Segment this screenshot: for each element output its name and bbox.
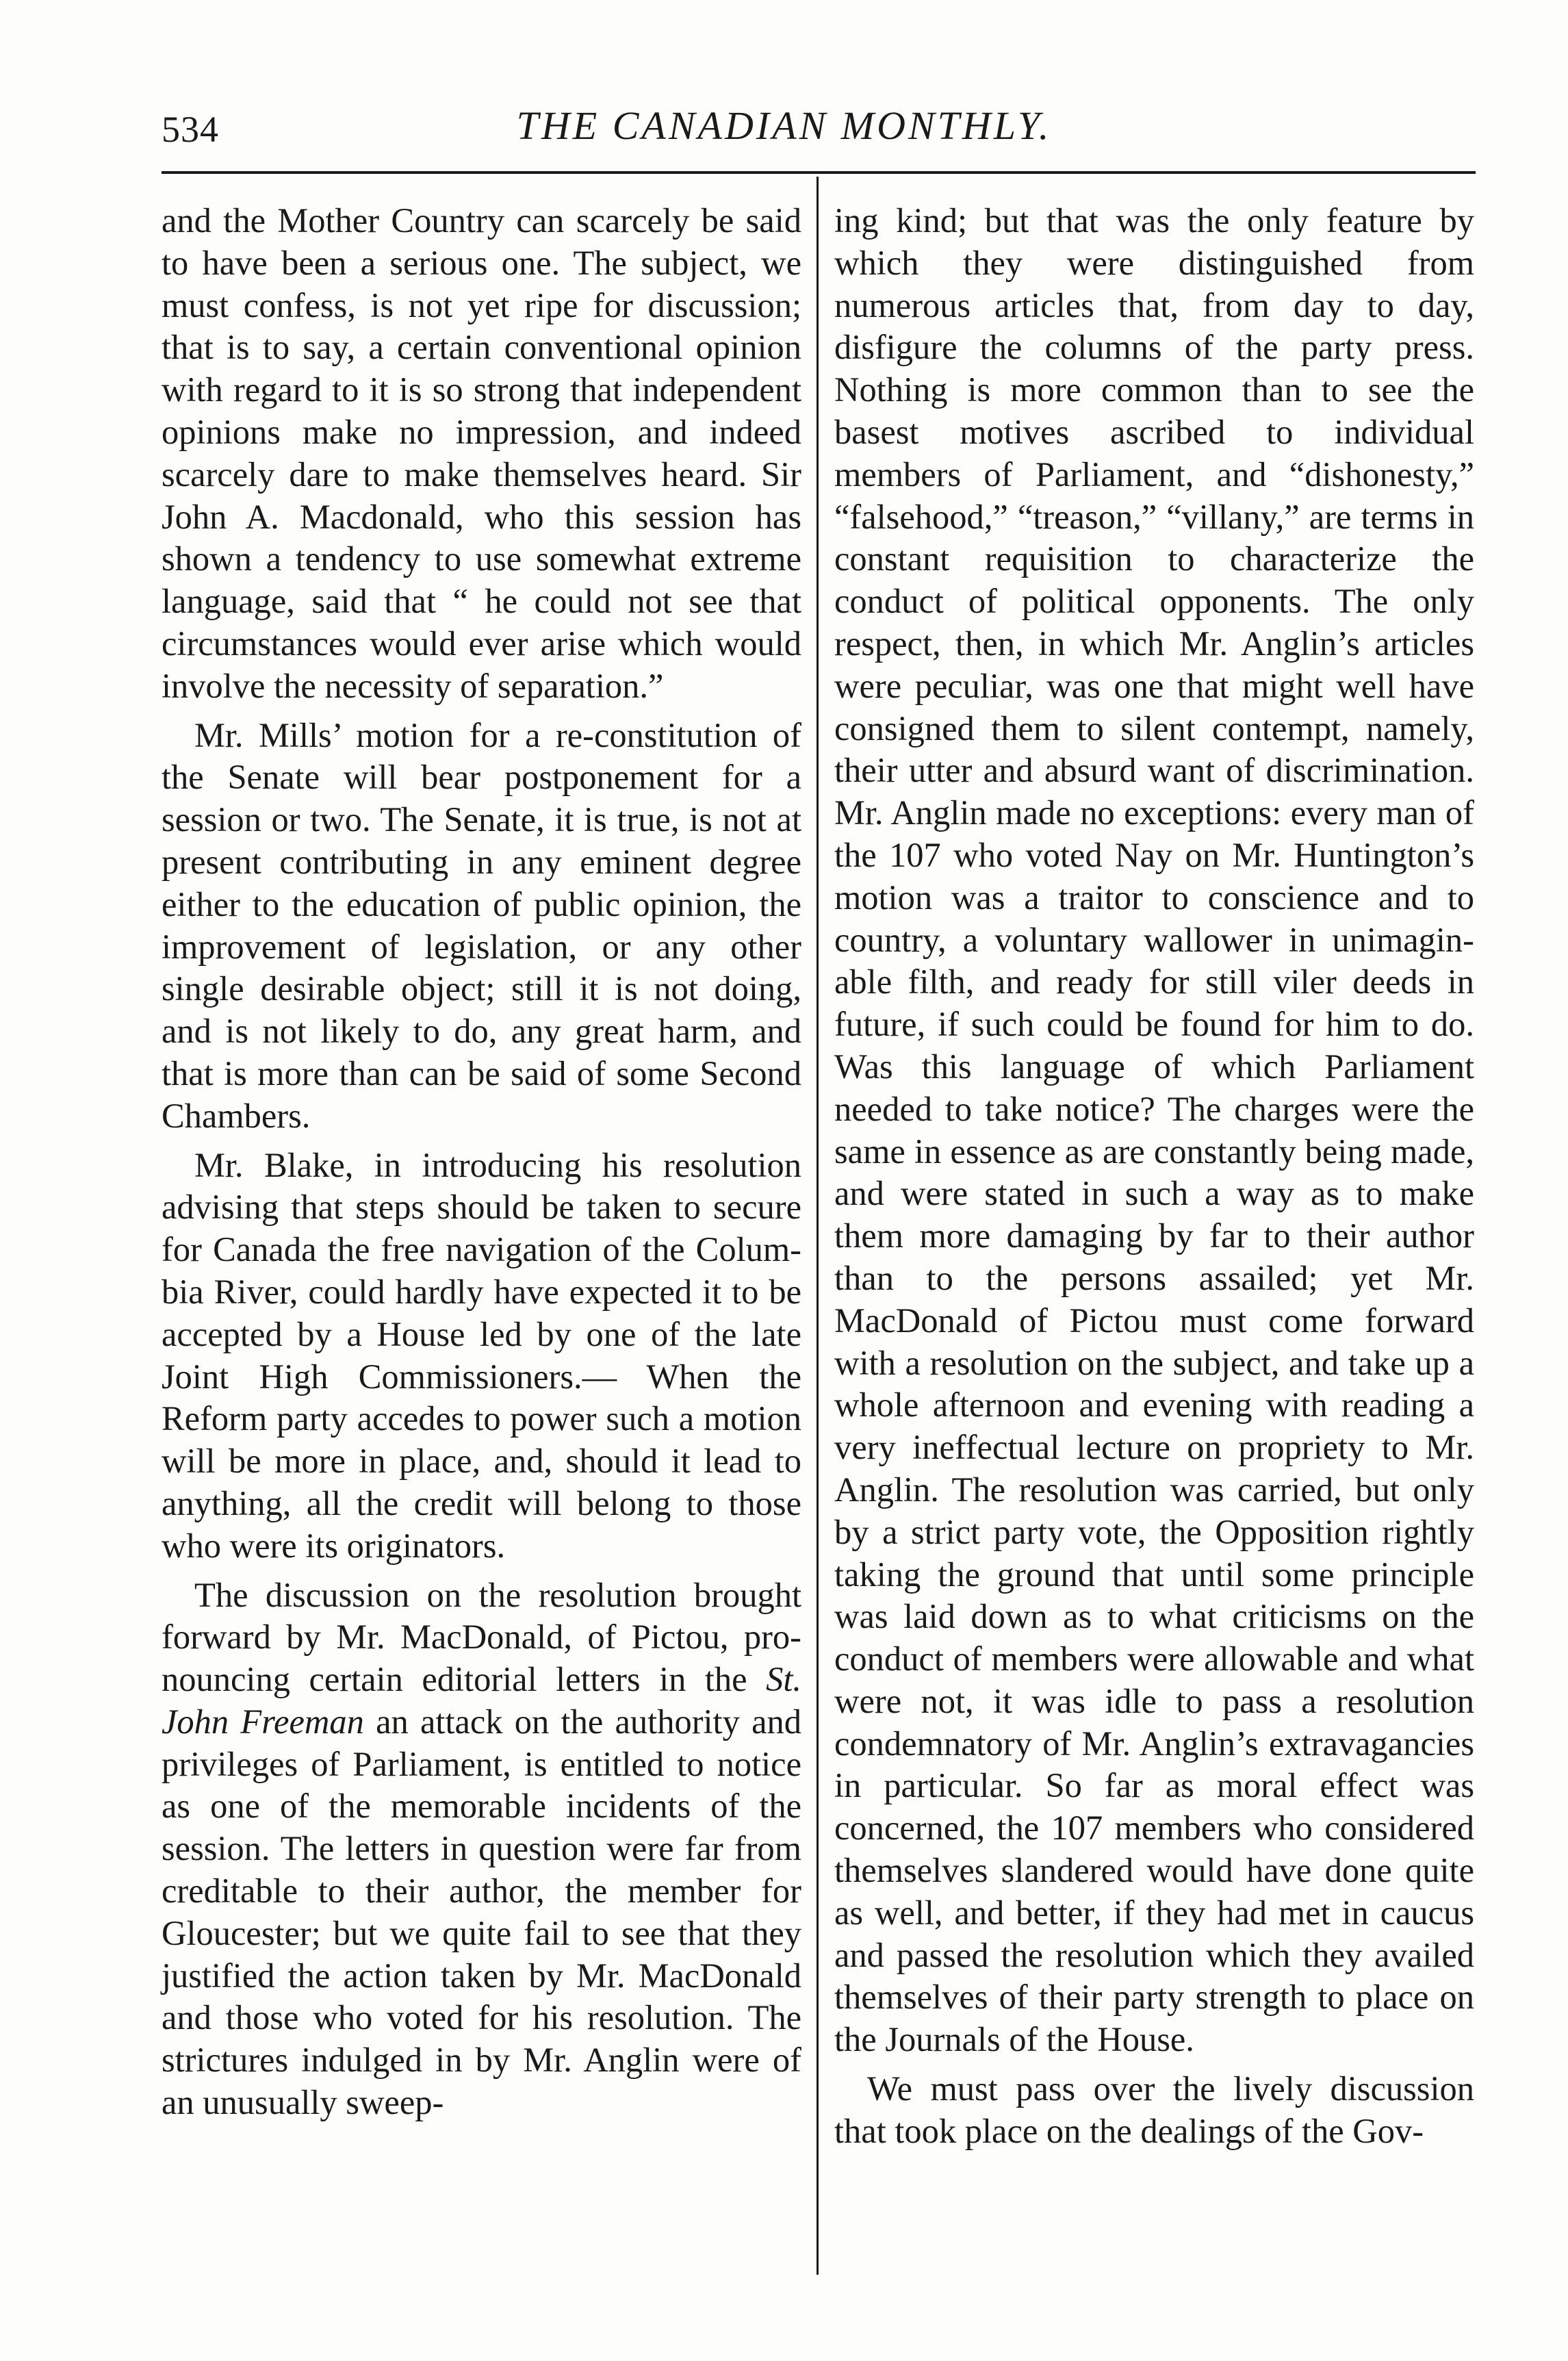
header-rule bbox=[162, 171, 1476, 174]
left-paragraph-4-text-b: an attack on the authority and privileges of Parliament, is entitled to notice as one of the memorable incidents of the session. The letters in question were far from creditable to their author, the member for Gloucester; but we quite fail to see that they justified the action taken by Mr. MacDonald and those who voted for his resolution. The strictures indulged in by Mr. Anglin were of an unusually sweep- bbox=[162, 1702, 801, 2122]
page-number: 534 bbox=[162, 109, 219, 150]
running-title: THE CANADIAN MONTHLY. bbox=[516, 103, 1052, 148]
left-paragraph-1: and the Mother Country can scarcely be said to have been a serious one. The subject, we must confess, is not yet ripe for discussion; that is to say, a certain conventional opinion with regard to it is so strong that independent opinions make no impression, and indeed scarcely dare to make themselves heard. Sir John A. Macdonald, who this session has shown a tendency to use somewhat extreme language, said that “ he could not see that circumstances would ever arise which would involve the necessity of separation.” bbox=[162, 201, 801, 705]
left-paragraph-3: Mr. Blake, in introducing his resolution advising that steps should be taken to secure for Canada the free navigation of the Columbia River, could hardly have expected it to be accepted by a House led by one of the late Joint High Commissioners.— When the Reform party accedes to power such a motion will be more in place, and, should it lead to anything, all the credit will belong to those who were its originators. bbox=[162, 1145, 801, 1565]
right-paragraph-1: ing kind; but that was the only feature by which they were distinguished from numerous articles that, from day to day, disfigure the columns of the party press. Nothing is more common than to see the basest motives ascribed to individual members of Parliament, and “dishonesty,” “falsehood,” “treason,” “villany,” are terms in constant requisition to characterize the conduct of political opponents. The only respect, then, in which Mr. Anglin’s articles were peculiar, was one that might well have consigned them to silent contempt, namely, their utter and absurd want of discrimination. Mr. Anglin made no exceptions: every man of the 107 who voted Nay on Mr. Huntington’s motion was a traitor to conscience and to country, a voluntary wallower in unimaginable filth, and ready for still viler deeds in future, if such could be found for him to do. Was this language of which Parliament needed to take notice? The charges were the same in essence as are constantly being made, and were stated in such a way as to make them more damaging by far to their author than to the persons assailed; yet Mr. MacDonald of Pictou must come forward with a resolution on the subject, and take up a whole afternoon and evening with reading a very ineffectual lecture on propriety to Mr. Anglin. The resolution was carried, but only by a strict party vote, the Opposition rightly taking the ground that until some principle was laid down as to what criticisms on the conduct of members were allowable and what were not, it was idle to pass a resolution condemnatory of Mr. Anglin’s extravagancies in particular. So far as moral effect was concerned, the 107 members who considered themselves slandered would have done quite as well, and better, if they had met in caucus and passed the resolution which they availed themselves of their party strength to place on the Journals of the House. bbox=[834, 201, 1474, 2059]
left-paragraph-2: Mr. Mills’ motion for a re-constitution of the Senate will bear postponement for a session or two. The Senate, it is true, is not at present contributing in any eminent degree either to the education of public opinion, the improvement of legislation, or any other single desirable object; still it is not doing, and is not likely to do, any great harm, and that is more than can be said of some Second Chambers. bbox=[162, 715, 801, 1135]
newspaper-title: St. John Freeman bbox=[162, 1660, 801, 1741]
left-column bbox=[162, 200, 801, 2124]
column-divider bbox=[817, 177, 819, 2275]
right-paragraph-2: We must pass over the lively discussion that took place on the dealings of the Gov- bbox=[834, 2069, 1474, 2150]
left-paragraph-4-text-a: The discussion on the resolution brought forward by Mr. MacDonald, of Pictou, pronouncing certain editorial letters in the bbox=[162, 1575, 801, 1699]
left-paragraph-4 bbox=[162, 1574, 801, 2124]
right-column bbox=[834, 200, 1474, 2153]
